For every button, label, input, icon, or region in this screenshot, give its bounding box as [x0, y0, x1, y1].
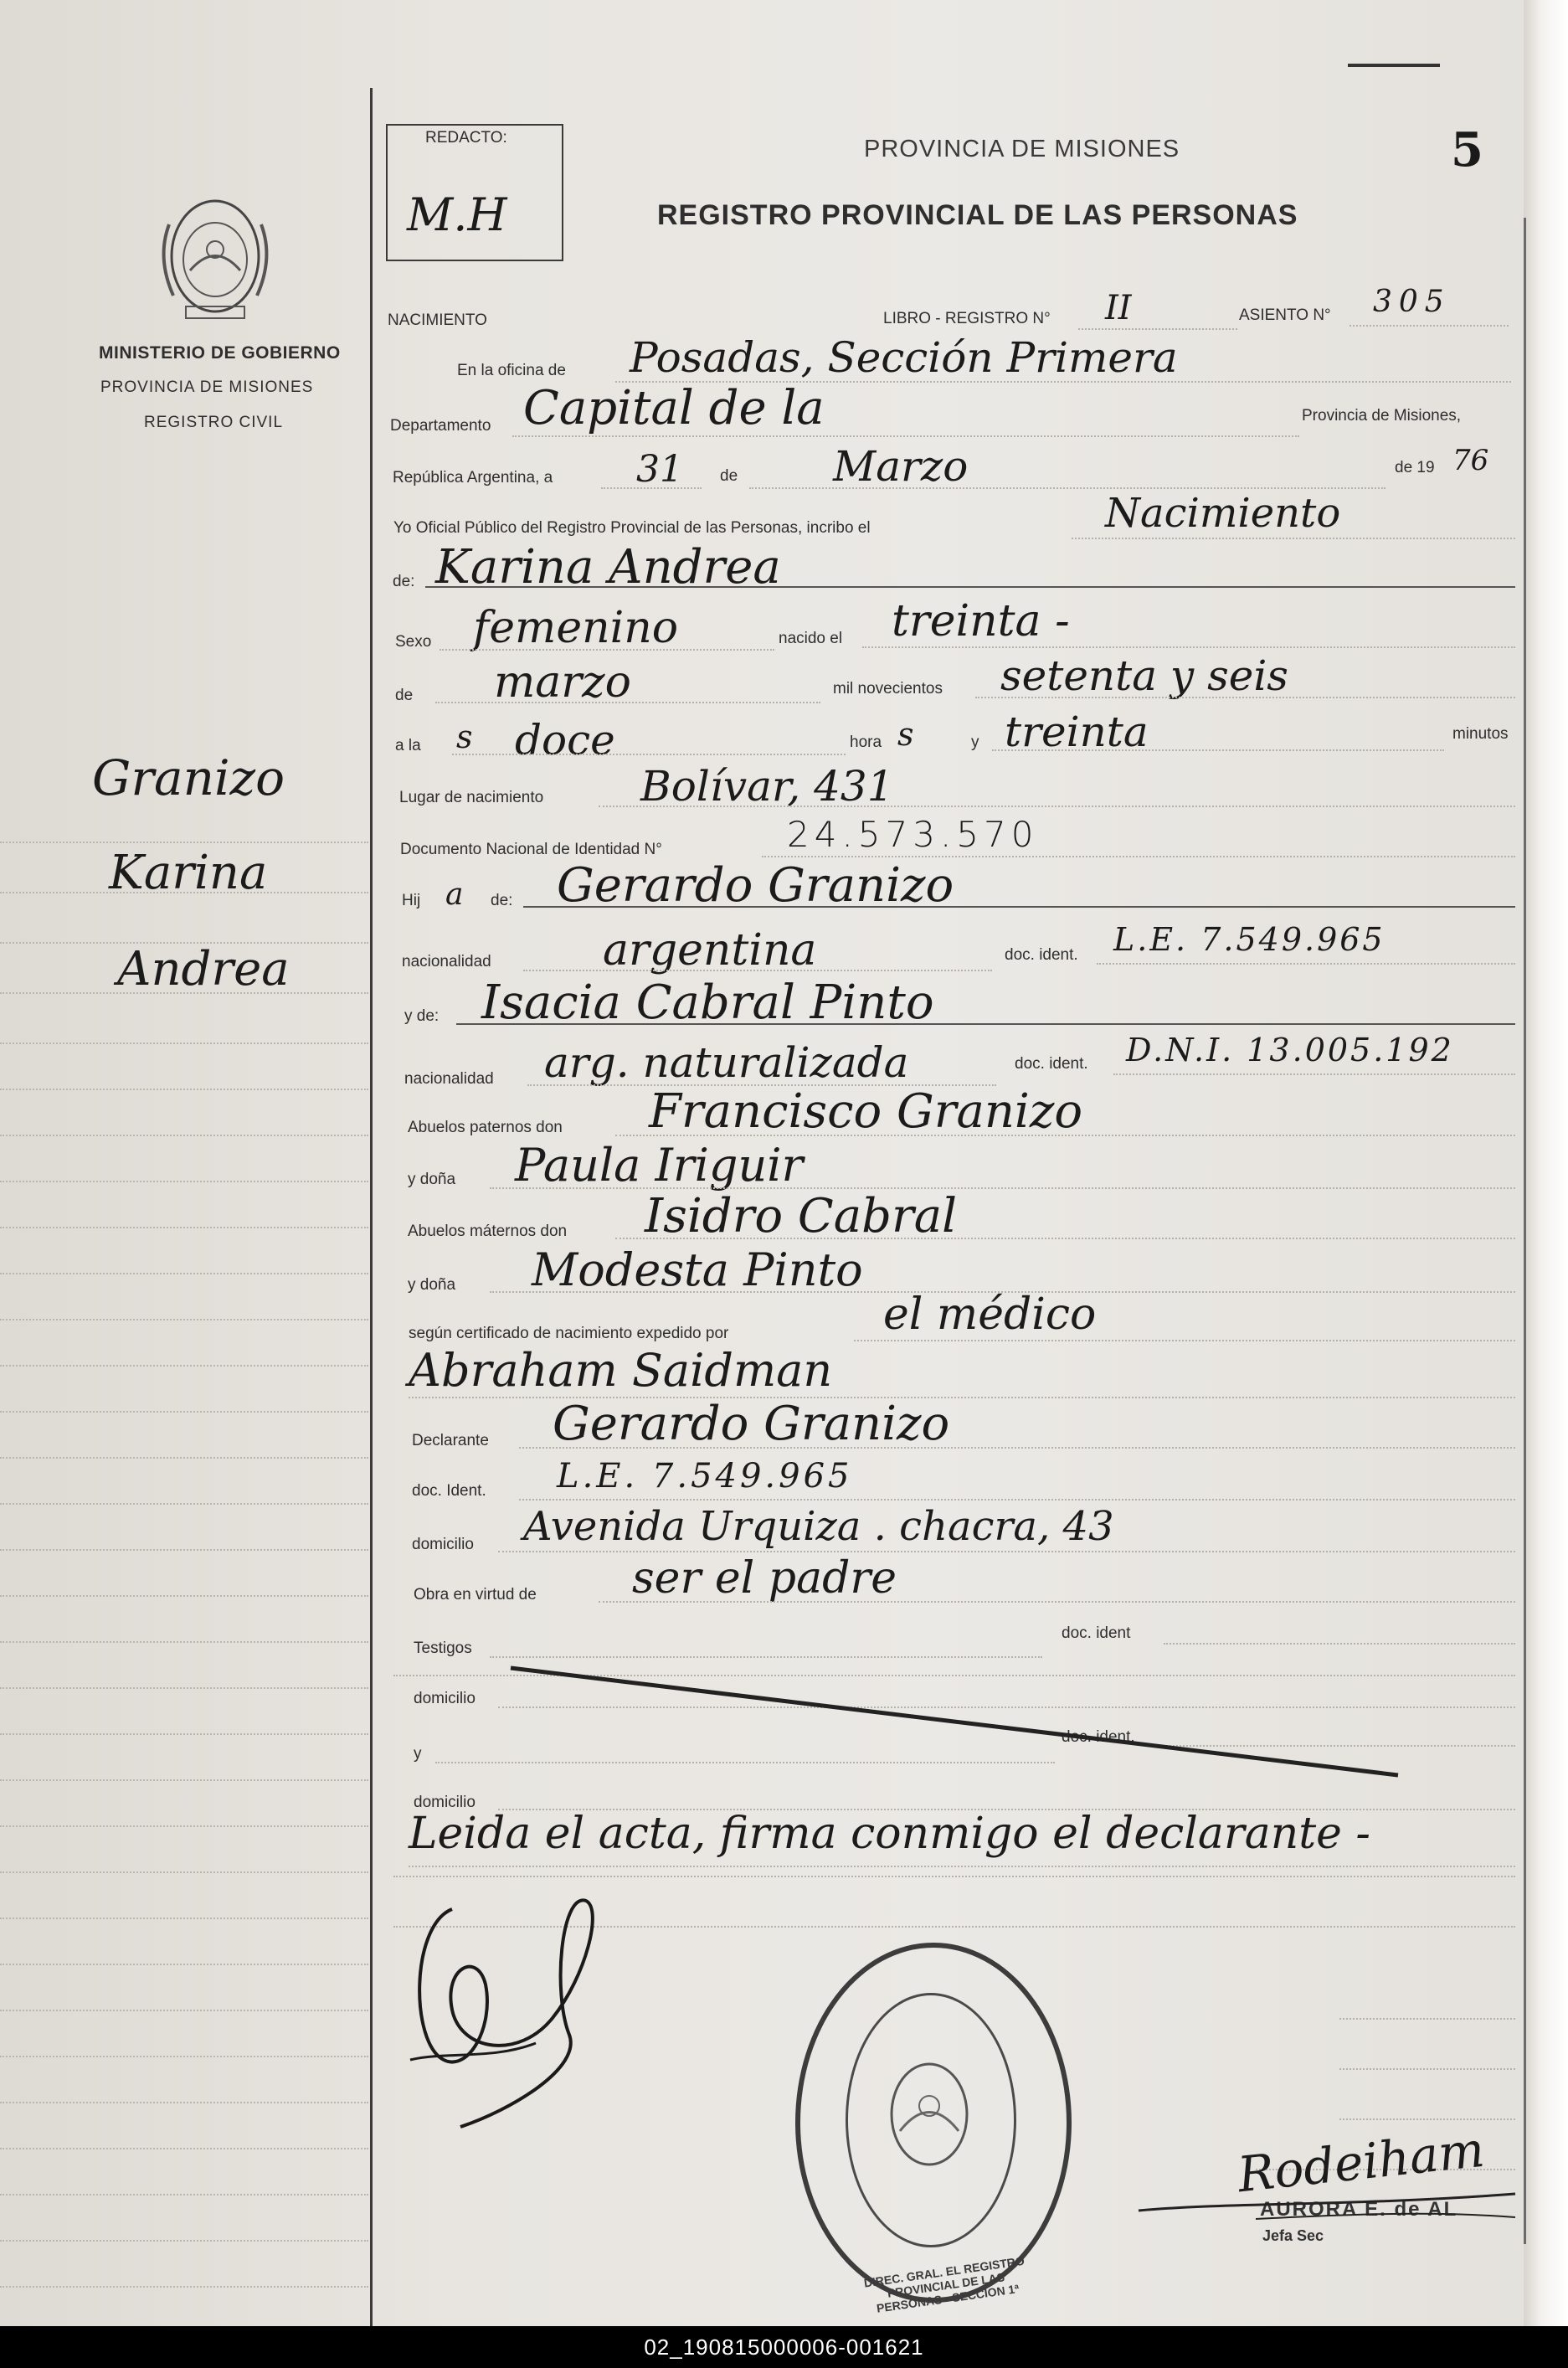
margin-surname: Granizo: [92, 749, 285, 806]
libro-label: LIBRO - REGISTRO N°: [883, 310, 1051, 327]
father-line: [523, 906, 1515, 908]
officer-name: AURORA E. de AL: [1260, 2198, 1458, 2221]
hora-line: [452, 754, 846, 755]
sexo-label: Sexo: [395, 633, 432, 651]
alas-label: a la: [395, 737, 421, 754]
mother-nat-value: arg. naturalizada: [544, 1038, 909, 1087]
domicilio-line: [498, 1551, 1515, 1552]
certificado-value: el médico: [883, 1290, 1097, 1340]
nacionalidad-label: nacionalidad: [402, 953, 491, 970]
lugar-label: Lugar de nacimiento: [399, 789, 544, 806]
minutes-value: treinta: [1005, 708, 1149, 756]
provincia-label: Provincia de Misiones,: [1302, 407, 1462, 425]
domicilio3-label: domicilio: [414, 1794, 476, 1811]
acto-value: Nacimiento: [1105, 490, 1341, 537]
horas-label: hora: [850, 734, 882, 751]
witness-strike: [502, 1658, 1406, 1784]
abuela-mat-value: Modesta Pinto: [532, 1243, 863, 1296]
doc-ident4-label: doc. ident: [1062, 1624, 1131, 1642]
mil-value: setenta y seis: [1000, 651, 1288, 700]
ministry-label: MINISTERIO DE GOBIERNO: [99, 343, 341, 363]
nacimiento-label: NACIMIENTO: [388, 311, 487, 329]
departamento-line: [512, 435, 1299, 437]
documento-label: Documento Nacional de Identidad N°: [400, 841, 662, 858]
yde-label: y de:: [404, 1007, 440, 1025]
month2-line: [435, 702, 820, 703]
declarante-doc-value: L.E. 7.549.965: [557, 1457, 853, 1495]
medico-value: Abraham Saidman: [409, 1344, 833, 1397]
domicilio2-label: domicilio: [414, 1690, 476, 1707]
hija-de-label: de:: [491, 892, 513, 909]
mil-line: [975, 697, 1515, 698]
registry-title: REGISTRO PROVINCIAL DE LAS PERSONAS: [657, 199, 1298, 231]
minutos-label: minutos: [1452, 725, 1509, 743]
segun-label: según certificado de nacimiento expedido por: [409, 1325, 729, 1342]
lugar-line: [599, 806, 1515, 807]
oficina-value: Posadas, Sección Primera: [630, 333, 1178, 382]
declarant-signature: [393, 1892, 628, 2144]
mother-line: [456, 1023, 1515, 1025]
doc-ident4-line: [1164, 1643, 1515, 1645]
nacido-value: treinta -: [892, 596, 1070, 646]
image-id-footer: 02_190815000006-001621: [0, 2326, 1568, 2368]
page-number: 5: [1451, 122, 1483, 178]
father-nat-value: argentina: [603, 925, 817, 976]
father-nat-line: [523, 970, 992, 971]
month2-value: marzo: [494, 657, 631, 708]
father-doc-line: [1097, 963, 1515, 965]
obra-line: [599, 1601, 1515, 1603]
testigos-label: Testigos: [414, 1640, 472, 1657]
mother-doc-line: [1113, 1073, 1515, 1075]
departamento-label: Departamento: [390, 417, 491, 435]
asiento-line: [1350, 325, 1509, 327]
de2-label: de: [395, 687, 414, 704]
abuelo-mat-value: Isidro Cabral: [645, 1189, 958, 1243]
horas-suffix: s: [897, 716, 914, 753]
day-line: [601, 487, 702, 489]
father-value: Gerardo Granizo: [557, 858, 954, 913]
doc-ident-label: doc. ident.: [1005, 946, 1078, 964]
obra-value: ser el padre: [632, 1553, 897, 1604]
minutes-line: [992, 749, 1444, 751]
declarante-doc-line: [519, 1499, 1515, 1501]
ydona-label: y doña: [408, 1171, 456, 1188]
abuelo-pat-line: [615, 1135, 1515, 1136]
lugar-value: Bolívar, 431: [640, 762, 894, 811]
father-doc-value: L.E. 7.549.965: [1113, 921, 1385, 958]
redacto-initials: M.H: [407, 188, 507, 241]
top-dash-mark: [1348, 64, 1440, 67]
form-right-border: [1524, 218, 1526, 2244]
doc-ident2-label: doc. ident.: [1015, 1055, 1088, 1073]
province-title: PROVINCIA DE MISIONES: [864, 136, 1180, 162]
redacto-label: REDACTO:: [425, 129, 507, 147]
abuela-pat-value: Paula Iriguir: [515, 1139, 804, 1192]
declarante-value: Gerardo Granizo: [553, 1397, 950, 1451]
abuelo-pat-value: Francisco Granizo: [649, 1084, 1083, 1139]
closing-statement: Leida el acta, firma conmigo el declarante -: [409, 1809, 1371, 1859]
stamp-text: DIREC. GRAL. EL REGISTRO PROVINCIAL DE LAS PERSONAS · SECCION 1ª: [862, 2253, 1026, 2315]
ydona2-label: y doña: [408, 1276, 456, 1294]
form-left-border: [370, 88, 373, 2326]
hija-suffix: a: [445, 878, 464, 912]
abuelos-mat-label: Abuelos máternos don: [408, 1223, 568, 1240]
abuelos-pat-label: Abuelos paternos don: [408, 1119, 563, 1136]
nacionalidad2-label: nacionalidad: [404, 1070, 494, 1088]
hora-value: doce: [515, 716, 615, 764]
stamp-emblem-icon: [879, 2051, 979, 2177]
domicilio-label: domicilio: [412, 1536, 474, 1553]
closing-line: [409, 1866, 1515, 1867]
mil-label: mil novecientos: [833, 680, 943, 698]
alas-suffix: s: [456, 718, 473, 755]
registry-civil-label: REGISTRO CIVIL: [144, 414, 284, 431]
year-value: 76: [1452, 444, 1489, 477]
doc-ident3-label: doc. Ident.: [412, 1482, 486, 1500]
nacido-label: nacido el: [779, 630, 843, 647]
domicilio-value: Avenida Urquiza . chacra, 43: [523, 1503, 1114, 1550]
name-value: Karina Andrea: [435, 540, 781, 595]
month-value: Marzo: [833, 442, 969, 491]
abuelo-mat-line: [615, 1238, 1515, 1239]
y2-label: y: [414, 1745, 422, 1763]
nacido-line: [862, 646, 1515, 648]
acto-line: [1072, 538, 1515, 539]
margin-firstname: Karina: [109, 846, 268, 900]
officer-signature: Rodeiham: [1235, 2120, 1488, 2204]
obra-label: Obra en virtud de: [414, 1586, 537, 1604]
certificado-line: [854, 1340, 1515, 1341]
de-name-label: de:: [393, 573, 415, 590]
de-label: de: [720, 467, 738, 485]
libro-value: II: [1105, 289, 1132, 327]
mother-value: Isacia Cabral Pinto: [481, 976, 934, 1030]
provincial-seal-icon: [152, 191, 278, 325]
sexo-line: [440, 649, 774, 651]
republica-label: República Argentina, a: [393, 469, 553, 486]
declarante-label: Declarante: [412, 1432, 489, 1449]
doc-ident5-label: doc. ident.: [1062, 1728, 1135, 1746]
mother-doc-value: D.N.I. 13.005.192: [1126, 1032, 1454, 1068]
day-value: 31: [636, 448, 683, 491]
hija-label: Hij: [402, 892, 421, 909]
documento-value: 24.573.570: [787, 814, 1039, 855]
documento-line: [762, 856, 1515, 857]
name-line: [425, 586, 1515, 588]
departamento-value: Capital de la: [523, 381, 825, 435]
declarante-line: [519, 1447, 1515, 1449]
margin-secondname: Andrea: [117, 942, 290, 996]
libro-line: [1078, 328, 1237, 330]
abuela-pat-line: [490, 1187, 1515, 1189]
asiento-value: 305: [1373, 285, 1451, 319]
officer-flourish: [1130, 2169, 1524, 2236]
oficina-label: En la oficina de: [457, 362, 566, 379]
y-label: y: [971, 734, 979, 751]
oficial-label: Yo Oficial Público del Registro Provincial de las Personas, incribo el: [393, 519, 871, 537]
asiento-label: ASIENTO N°: [1239, 306, 1331, 324]
page-edge: [1524, 0, 1568, 2326]
left-province-label: PROVINCIA DE MISIONES: [100, 378, 314, 396]
sexo-value: femenino: [473, 603, 679, 653]
officer-title: Jefa Sec: [1262, 2227, 1324, 2244]
year-label: de 19: [1395, 459, 1435, 476]
month-line: [749, 487, 1385, 489]
